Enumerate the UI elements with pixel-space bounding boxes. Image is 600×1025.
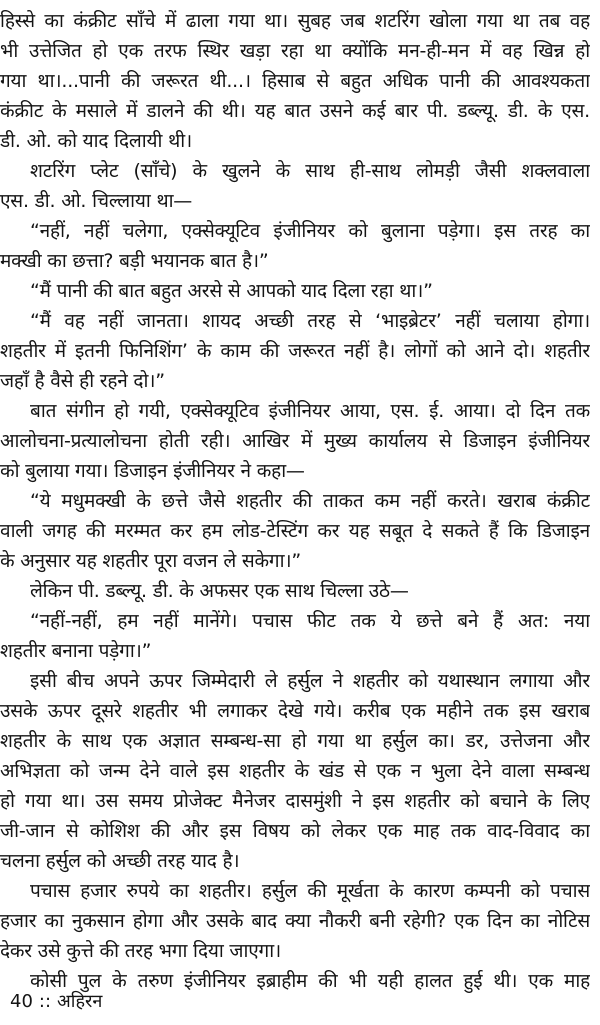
- text-line: उसके ऊपर दूसरे शहतीर भी लगाकर देखे गये। करीब एक महीने तक इस खराब: [0, 700, 590, 722]
- text-line: अभिज्ञता को जन्म देने वाले इस शहतीर के खंड से एक न भुला देने वाला सम्बन्ध: [0, 760, 590, 782]
- page-number: 40: [10, 991, 33, 1012]
- text-line: कोसी पुल के तरुण इंजीनियर इब्राहीम की भी यही हालत हुई थी। एक माह: [30, 970, 590, 992]
- text-line: बात संगीन हो गयी, एक्सेक्यूटिव इंजीनियर आया, एस. ई. आया। दो दिन तक: [30, 400, 590, 422]
- text-line: “ये मधुमक्खी के छत्ते जैसे शहतीर की ताकत कम नहीं करते। खराब कंक्रीट: [30, 490, 590, 512]
- page-footer: [10, 987, 102, 1017]
- text-line: शहतीर में इतनी फिनिशिंग’ के काम की जरूरत नहीं है। लोगों को आने दो। शहतीर: [0, 340, 590, 362]
- text-line: हिस्से का कंक्रीट साँचे में ढाला गया था। सुबह जब शटरिंग खोला गया था तब वह: [0, 10, 590, 32]
- text-line: जहाँ है वैसे ही रहने दो।”: [0, 370, 165, 392]
- text-line: लेकिन पी. डब्ल्यू. डी. के अफसर एक साथ चिल्ला उठे—: [30, 580, 409, 602]
- text-line: गया था।...पानी की जरूरत थी...। हिसाब से बहुत अधिक पानी की आवश्यकता: [0, 70, 590, 92]
- text-line: शहतीर के साथ एक अज्ञात सम्बन्ध-सा हो गया था हर्सुल का। डर, उत्तेजना और: [0, 730, 590, 752]
- text-line: इसी बीच अपने ऊपर जिम्मेदारी ले हर्सुल ने शहतीर को यथास्थान लगाया और: [30, 670, 590, 692]
- text-line: वाली जगह की मरम्मत कर हम लोड-टेस्टिंग कर यह सबूत दे सकते हैं कि डिजाइन: [0, 520, 590, 542]
- text-line: शटरिंग प्लेट (साँचे) के खुलने के साथ ही-साथ लोमड़ी जैसी शक्लवाला: [30, 160, 590, 182]
- footer-separator: ::: [38, 991, 52, 1012]
- text-line: चलना हर्सुल को अच्छी तरह याद है।: [0, 850, 240, 872]
- text-line: “नहीं-नहीं, हम नहीं मानेंगे। पचास फीट तक ये छत्ते बने हैं अत: नया: [30, 610, 590, 632]
- text-line: डी. ओ. को याद दिलायी थी।: [0, 130, 192, 152]
- text-line: के अनुसार यह शहतीर पूरा वजन ले सकेगा।”: [0, 550, 301, 572]
- text-line: “मैं पानी की बात बहुत अरसे से आपको याद दिला रहा था।”: [30, 280, 433, 302]
- text-line: हजार का नुकसान होगा और उसके बाद क्या नौकरी बनी रहेगी? एक दिन का नोटिस: [0, 910, 590, 932]
- book-title: अहिरन: [57, 991, 103, 1012]
- text-line: देकर उसे कुत्ते की तरह भगा दिया जाएगा।: [0, 940, 281, 962]
- text-line: “नहीं, नहीं चलेगा, एक्सेक्यूटिव इंजीनियर को बुलाना पड़ेगा। इस तरह का: [30, 220, 590, 242]
- text-line: जी-जान से कोशिश की और इस विषय को लेकर एक माह तक वाद-विवाद का: [0, 820, 590, 842]
- text-line: हो गया था। उस समय प्रोजेक्ट मैनेजर दासमुंशी ने इस शहतीर को बचाने के लिए: [0, 790, 590, 812]
- text-line: आलोचना-प्रत्यालोचना होती रही। आखिर में मुख्य कार्यालय से डिजाइन इंजीनियर: [0, 430, 590, 452]
- text-line: पचास हजार रुपये का शहतीर। हर्सुल की मूर्खता के कारण कम्पनी को पचास: [30, 880, 590, 902]
- text-line: कंक्रीट के मसाले में डालने की थी। यह बात उसने कई बार पी. डब्ल्यू. डी. के एस.: [0, 100, 590, 122]
- text-line: शहतीर बनाना पड़ेगा।”: [0, 640, 152, 662]
- text-line: को बुलाया गया। डिजाइन इंजीनियर ने कहा—: [0, 460, 305, 482]
- text-line: भी उत्तेजित हो एक तरफ स्थिर खड़ा रहा था क्योंकि मन-ही-मन में वह खिन्न हो: [0, 40, 590, 62]
- text-line: “मैं वह नहीं जानता। शायद अच्छी तरह से ‘भाइब्रेटर’ नहीं चलाया होगा।: [30, 310, 590, 332]
- text-line: एस. डी. ओ. चिल्लाया था—: [0, 190, 193, 212]
- text-line: मक्खी का छत्ता? बड़ी भयानक बात है।”: [0, 250, 269, 272]
